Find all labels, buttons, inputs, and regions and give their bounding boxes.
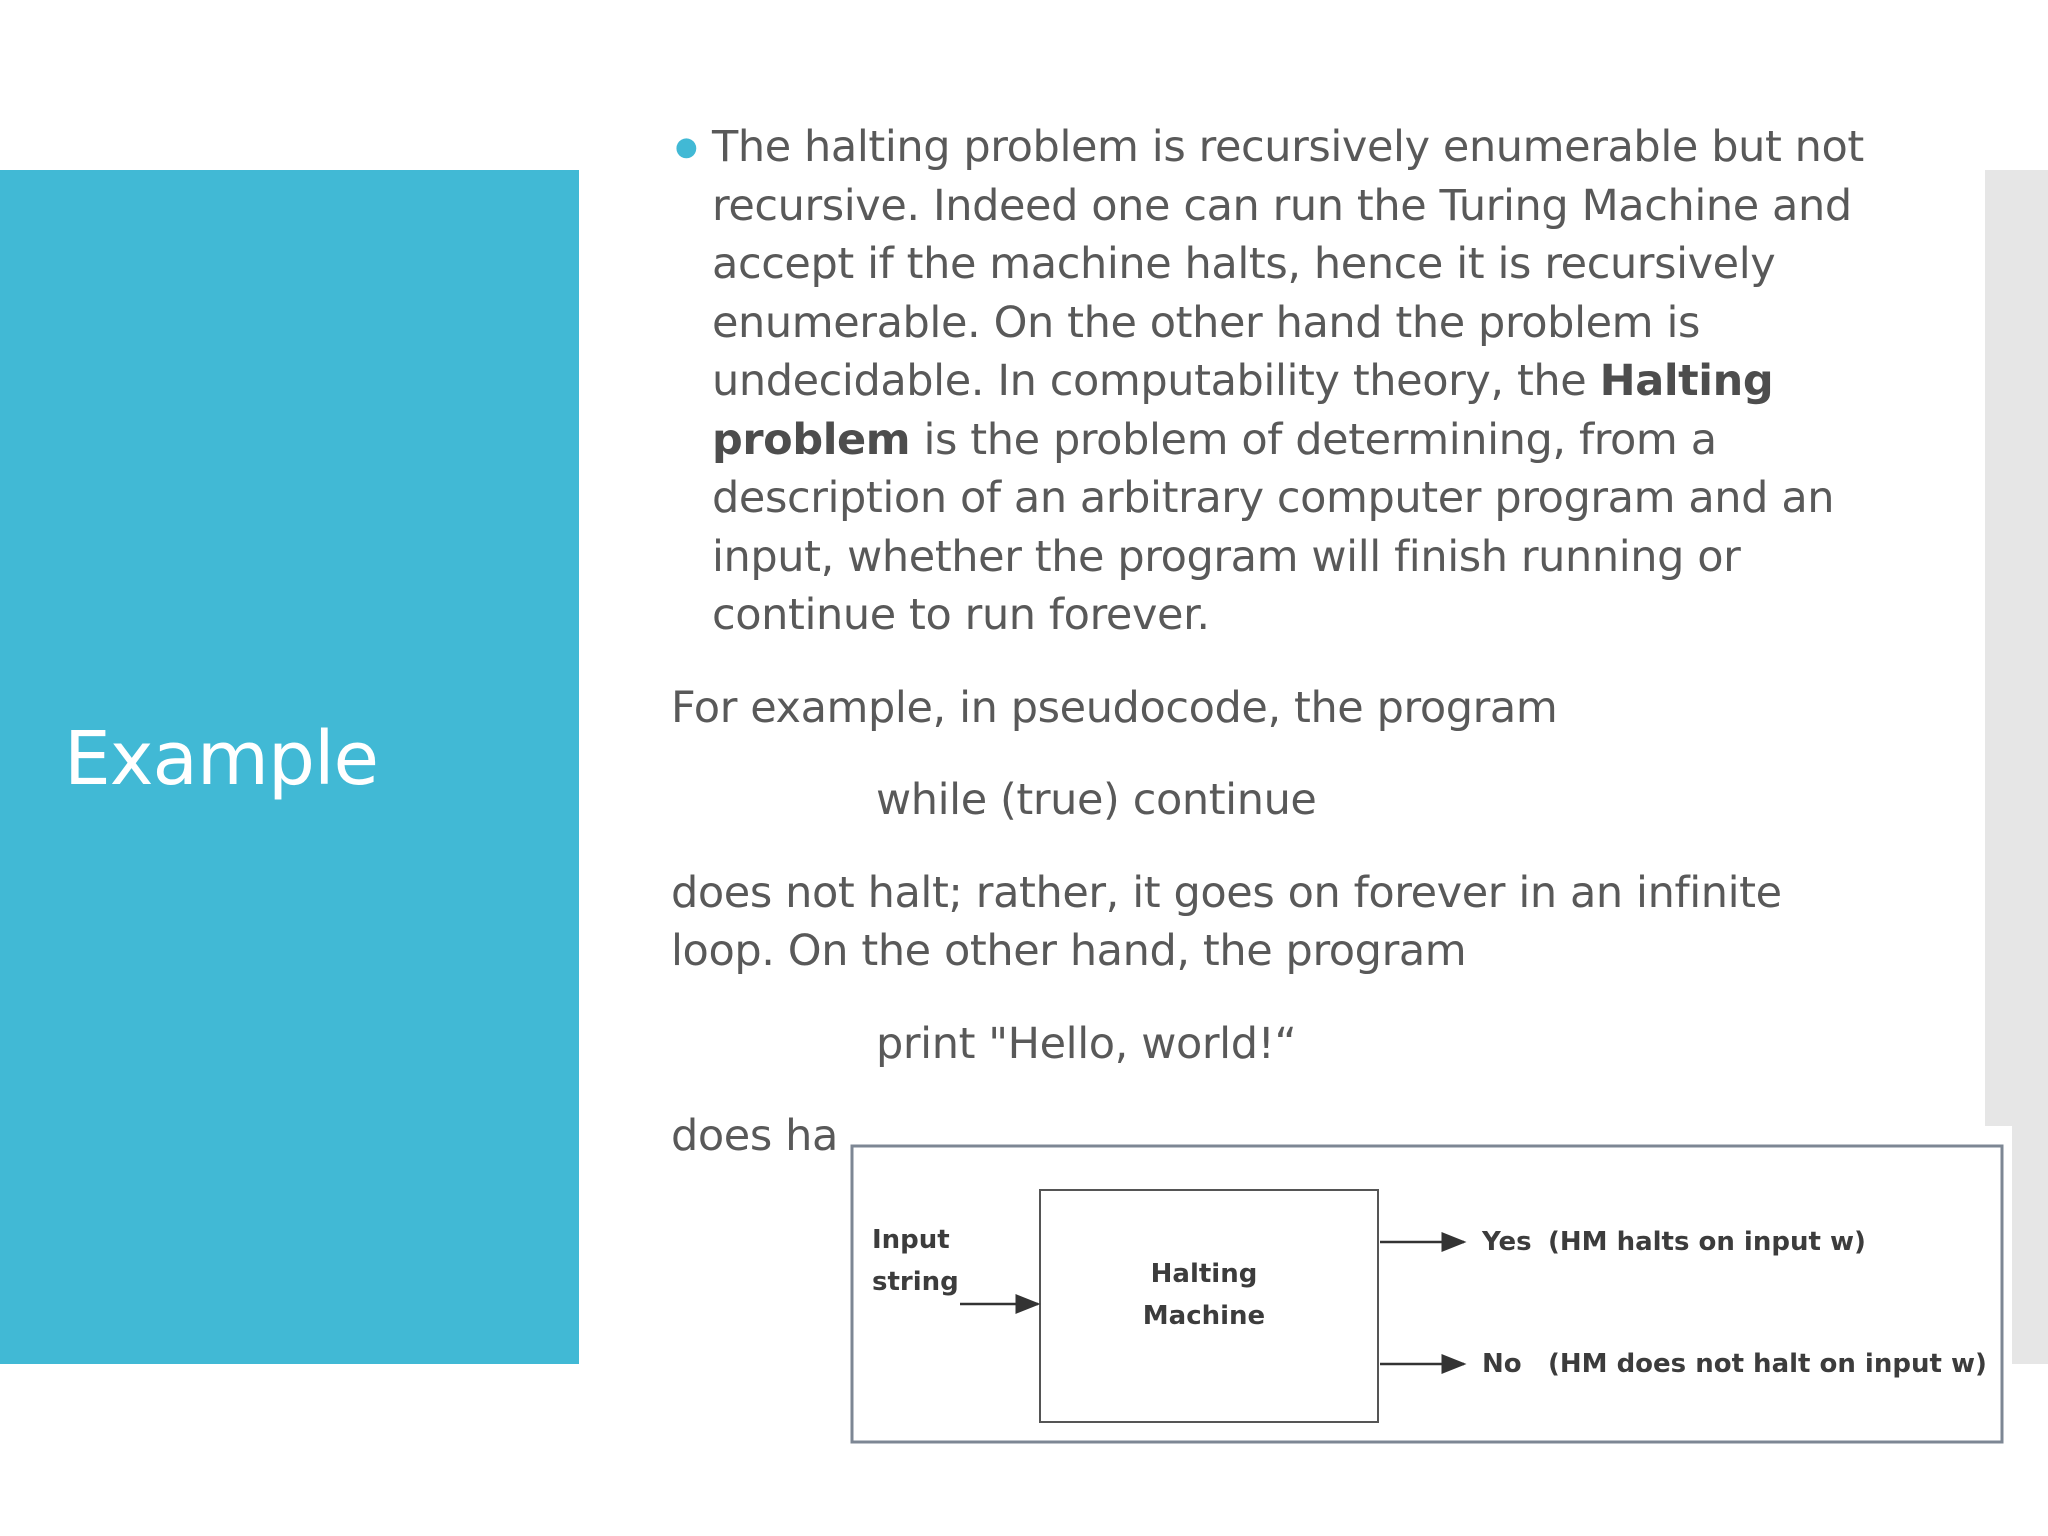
bullet-item [671, 118, 1921, 645]
machine-label-line2: Machine [1142, 1301, 1266, 1331]
yes-description: (HM halts on input w) [1548, 1227, 1866, 1257]
bullet-text-rest: is the problem of determining, from a description of an arbitrary computer program and an input, whether the program will finish running or continue to run forever. [712, 414, 1835, 640]
bullet-text-bold: Halting problem [712, 356, 1774, 465]
yes-label: Yes [1482, 1227, 1532, 1257]
bullet-text-intro: The halting problem is recursively enumerable but not recursive. Indeed one can run the Turing Machine and accept if the machine halts, hence it is recursively enumerable. On the other hand the problem is undecidable. In computability theory, the [712, 122, 1864, 406]
diagram-svg [840, 1126, 2012, 1466]
paragraph-pseudocode-intro: For example, in pseudocode, the program [671, 682, 1558, 733]
input-label-line1: Input [872, 1225, 950, 1255]
machine-label-line1: Halting [1150, 1259, 1258, 1289]
bullet-dot-icon: ● [675, 132, 698, 162]
paragraph-infinite-loop-line2: loop. On the other hand, the program [671, 926, 1467, 976]
paragraph-infinite-loop-line1: does not halt; rather, it goes on forever in an infinite [671, 867, 1782, 918]
slide-title: Example [64, 716, 379, 802]
paragraph-does-halt-partial: does ha [671, 1111, 838, 1161]
no-description: (HM does not halt on input w) [1548, 1349, 1987, 1379]
halting-machine-diagram [840, 1126, 2012, 1466]
bullet-text [712, 122, 1864, 640]
diagram-frame [852, 1146, 2002, 1442]
code-line-print: print "Hello, world!“ [876, 1018, 1297, 1069]
input-label-line2: string [872, 1267, 959, 1297]
slide-body [671, 118, 1921, 1166]
no-label: No [1482, 1349, 1522, 1379]
code-line-while: while (true) continue [876, 775, 1317, 825]
